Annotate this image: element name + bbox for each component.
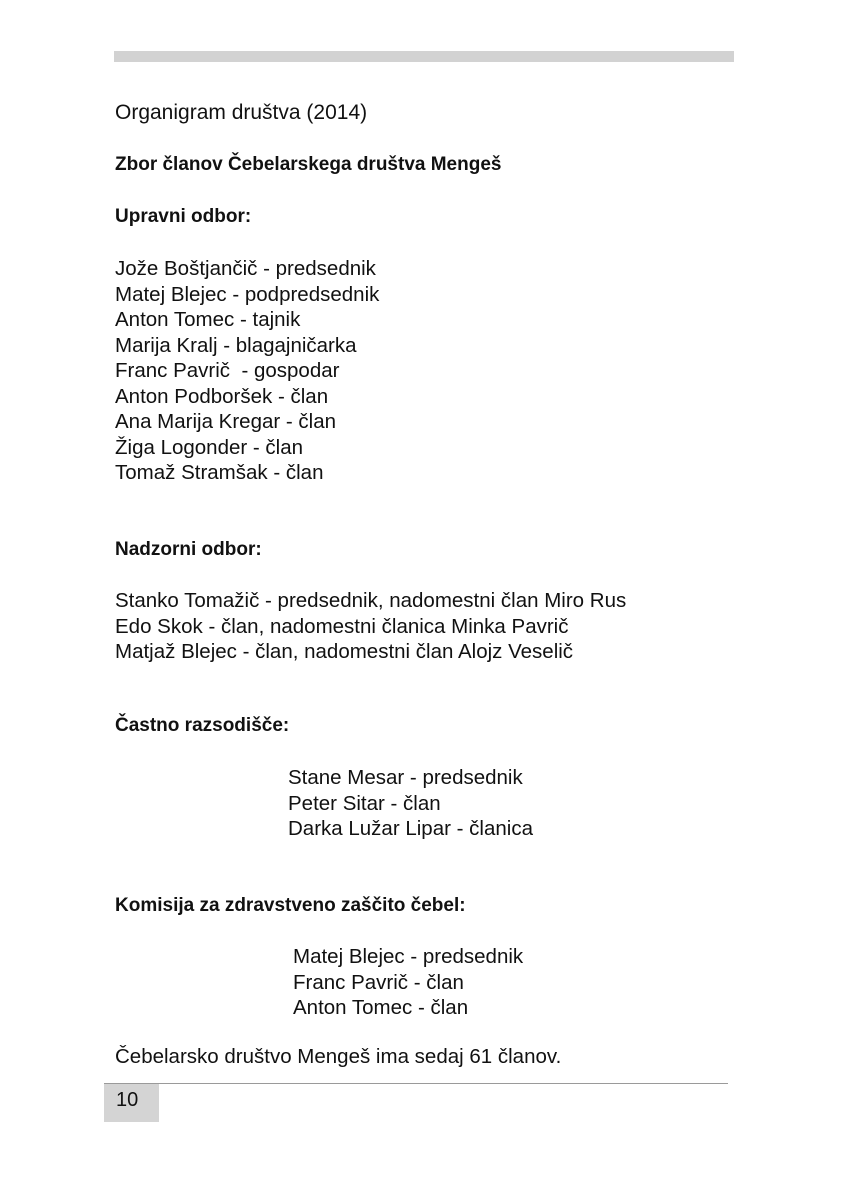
list-item: Anton Podboršek - član [115, 384, 329, 408]
assembly-heading: Zbor članov Čebelarskega društva Mengeš [115, 154, 502, 175]
member-count-text: Čebelarsko društvo Mengeš ima sedaj 61 članov. [115, 1045, 562, 1068]
page-title: Organigram društva (2014) [115, 101, 368, 124]
footer-rule [104, 1083, 728, 1084]
list-item: Ana Marija Kregar - član [115, 410, 337, 433]
list-item: Franc Pavrič - gospodar [115, 359, 340, 382]
list-item: Tomaž Stramšak - član [115, 461, 324, 484]
castno-razsodisce-heading: Častno razsodišče: [115, 715, 290, 736]
upravni-odbor-list [115, 256, 379, 486]
komisija-list [293, 944, 523, 1021]
list-item: Franc Pavrič - član [293, 970, 464, 994]
list-item: Peter Sitar - član [288, 791, 441, 815]
castno-razsodisce-list [288, 765, 533, 842]
nadzorni-odbor-heading: Nadzorni odbor: [115, 539, 262, 560]
list-item: Matej Blejec - podpredsednik [115, 282, 380, 306]
list-item: Stanko Tomažič - predsednik, nadomestni član Miro Rus [115, 589, 627, 612]
upravni-odbor-heading: Upravni odbor: [115, 206, 252, 227]
list-item: Žiga Logonder - član [115, 435, 304, 459]
list-item: Stane Mesar - predsednik [288, 766, 523, 789]
list-item: Edo Skok - član, nadomestni članica Minka Pavrič [115, 614, 569, 638]
list-item: Anton Tomec - član [293, 996, 469, 1019]
header-bar [114, 51, 734, 62]
list-item: Darka Lužar Lipar - članica [288, 817, 533, 840]
list-item: Matjaž Blejec - član, nadomestni član Alojz Veselič [115, 640, 574, 663]
list-item: Anton Tomec - tajnik [115, 308, 301, 331]
nadzorni-odbor-list [115, 588, 626, 665]
list-item: Matej Blejec - predsednik [293, 945, 524, 968]
page-number: 10 [116, 1089, 139, 1111]
komisija-heading: Komisija za zdravstveno zaščito čebel: [115, 895, 466, 916]
list-item: Marija Kralj - blagajničarka [115, 333, 357, 357]
list-item: Jože Boštjančič - predsednik [115, 257, 376, 280]
